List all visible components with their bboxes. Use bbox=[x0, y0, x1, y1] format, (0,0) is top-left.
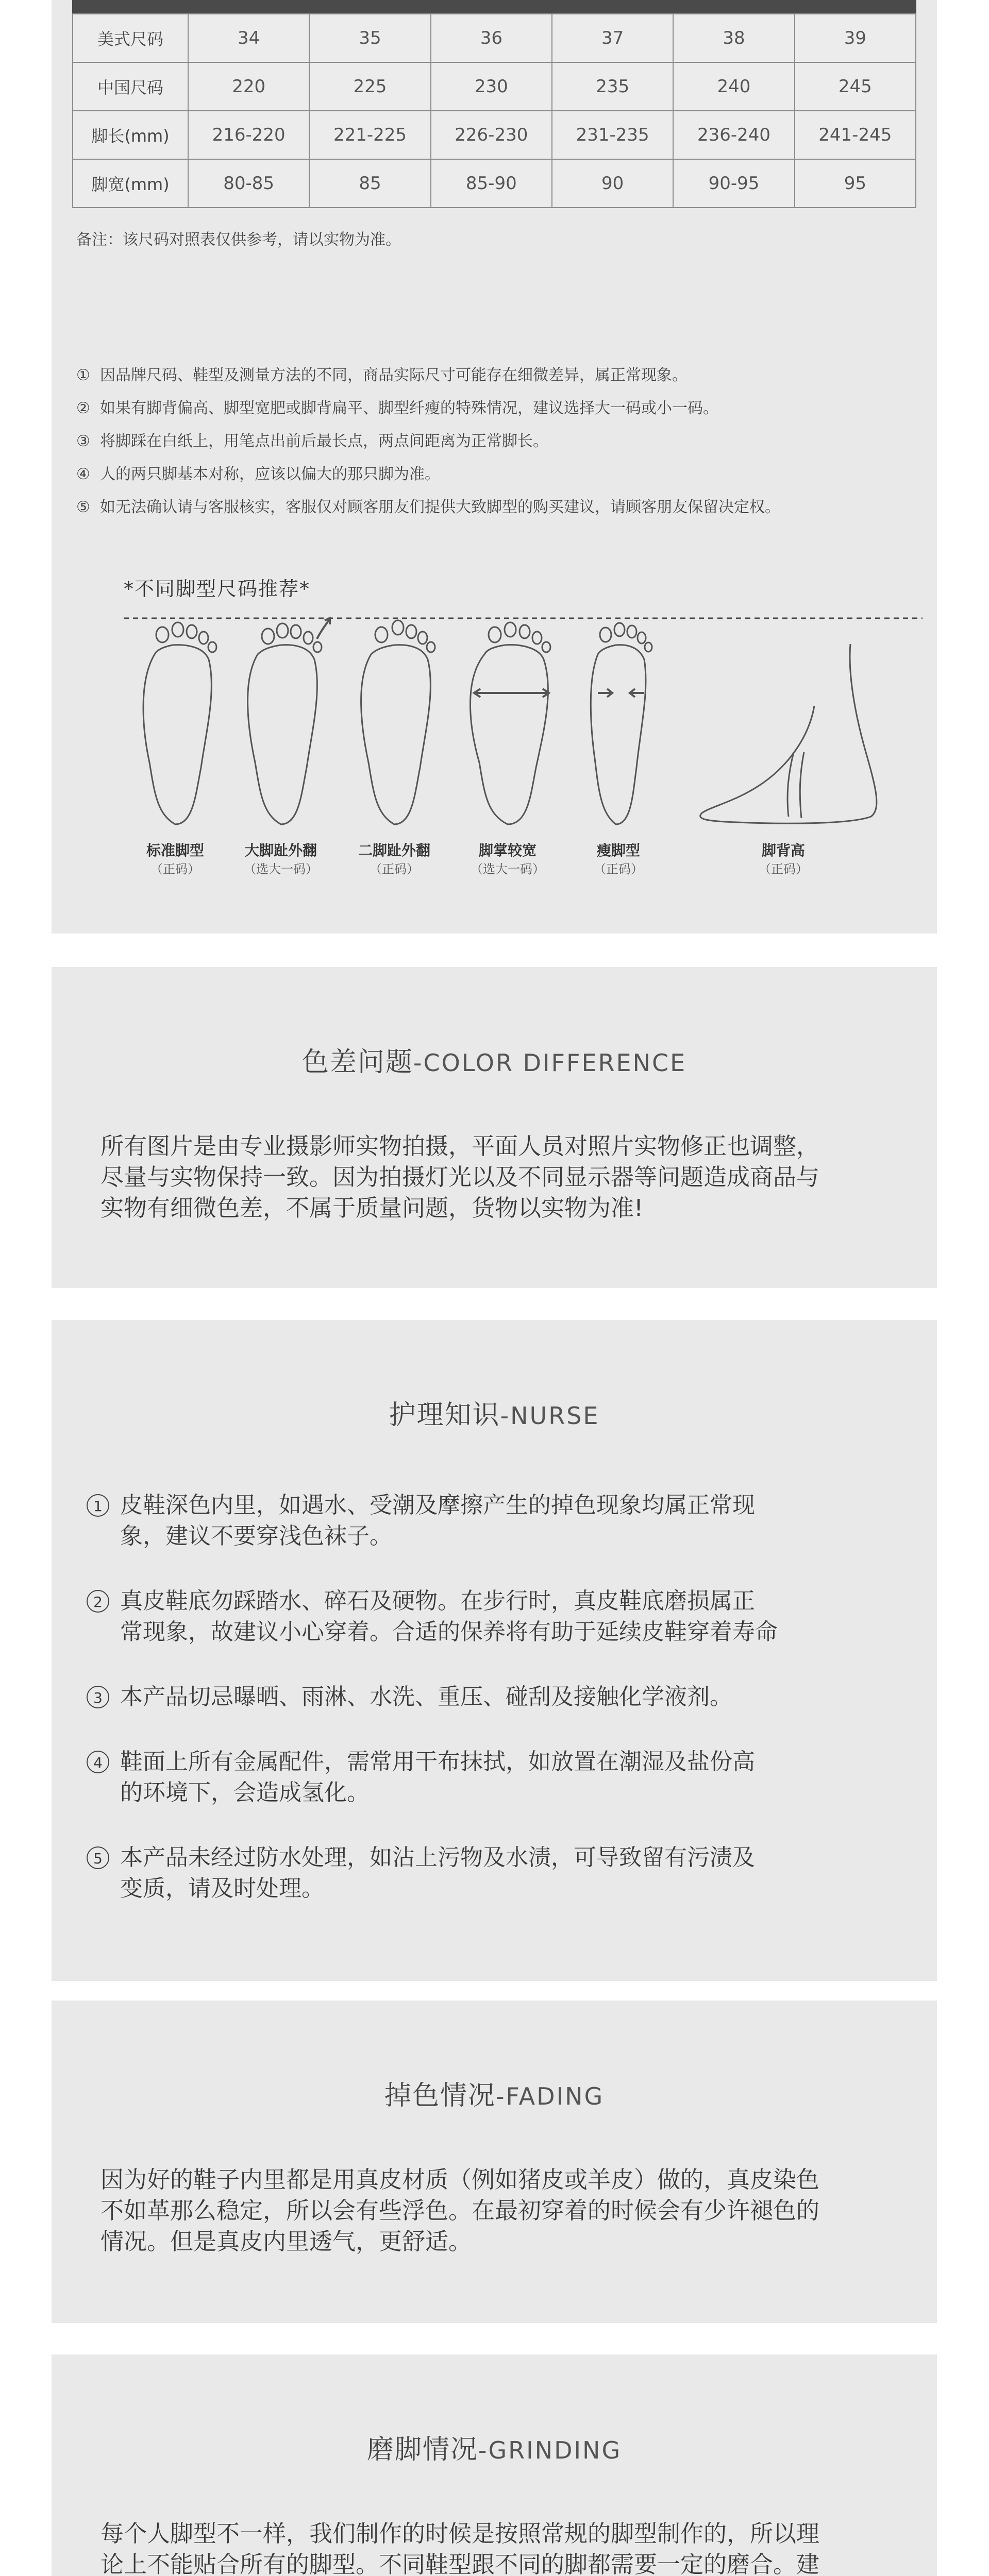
table-cell: 90 bbox=[552, 159, 673, 208]
text-line: 不如革那么稳定，所以会有些浮色。在最初穿着的时候会有少许褪色的 bbox=[100, 2197, 820, 2224]
row-header: 脚宽(mm) bbox=[73, 159, 188, 208]
list-item bbox=[87, 1586, 911, 1648]
foot-type-advice: （正码） bbox=[594, 862, 643, 876]
text-line: 鞋面上所有金属配件，需常用干布抹拭，如放置在潮湿及盐份高 bbox=[120, 1749, 755, 1775]
table-cell: 216-220 bbox=[188, 111, 309, 159]
text-line: 所有图片是由专业摄影师实物拍摄，平面人员对照片实物修正也调整， bbox=[100, 1132, 820, 1160]
nurse-section bbox=[52, 1320, 937, 1981]
title-cn: 掉色情况 bbox=[384, 2080, 496, 2111]
grinding-section bbox=[52, 2354, 937, 2576]
list-item bbox=[76, 392, 780, 425]
section-text bbox=[100, 2164, 894, 2257]
text-line: 实物有细微色差，不属于质量问题，货物以实物为准! bbox=[100, 1194, 644, 1222]
table-cell: 34 bbox=[188, 14, 309, 62]
list-item bbox=[87, 1747, 911, 1808]
table-row bbox=[73, 111, 916, 159]
table-cell: 80-85 bbox=[188, 159, 309, 208]
table-row bbox=[73, 14, 916, 62]
table-cell: 241-245 bbox=[795, 111, 916, 159]
table-row bbox=[73, 159, 916, 208]
wide-foot-icon bbox=[471, 622, 551, 824]
foot-type-label: 大脚趾外翻 bbox=[244, 842, 317, 859]
slim-foot-icon bbox=[591, 623, 652, 824]
tip-number: ⑤ bbox=[76, 498, 90, 516]
table-cell: 36 bbox=[431, 14, 552, 62]
title-cn: 护理知识 bbox=[389, 1400, 500, 1431]
list-item bbox=[87, 1842, 911, 1904]
title-en: -FADING bbox=[495, 2082, 605, 2110]
tip-text: 因品牌尺码、鞋型及测量方法的不同，商品实际尺寸可能存在细微差异，属正常现象。 bbox=[100, 366, 688, 384]
text-line: 象，建议不要穿浅色袜子。 bbox=[120, 1523, 392, 1549]
tip-number: ① bbox=[76, 366, 90, 384]
foot-type-label: 标准脚型 bbox=[146, 842, 205, 859]
list-item bbox=[76, 425, 780, 458]
list-item bbox=[87, 1490, 911, 1552]
foot-type-advice: （选大一码） bbox=[244, 862, 318, 876]
table-cell: 90-95 bbox=[673, 159, 794, 208]
table-cell: 235 bbox=[552, 62, 673, 111]
text-line: 皮鞋深色内里，如遇水、受潮及摩擦产生的掉色现象均属正常现 bbox=[120, 1492, 755, 1518]
table-cell: 236-240 bbox=[673, 111, 794, 159]
text-line: 本产品未经过防水处理，如沾上污物及水渍，可导致留有污渍及 bbox=[120, 1844, 755, 1871]
size-note: 备注：该尺码对照表仅供参考，请以实物为准。 bbox=[76, 231, 401, 249]
tip-number: ② bbox=[76, 399, 90, 417]
text-line: 常现象，故建议小心穿着。合适的保养将有助于延续皮鞋穿着寿命 bbox=[120, 1619, 778, 1645]
title-cn: 磨脚情况 bbox=[366, 2434, 478, 2465]
table-cell: 221-225 bbox=[309, 111, 430, 159]
section-title bbox=[52, 2428, 937, 2466]
size-tips-list bbox=[76, 359, 780, 524]
high-instep-foot-icon bbox=[700, 644, 877, 823]
foot-type-illustration bbox=[52, 598, 937, 886]
title-en: -GRINDING bbox=[478, 2436, 622, 2464]
tip-text: 人的两只脚基本对称，应该以偏大的那只脚为准。 bbox=[100, 465, 440, 483]
fading-section bbox=[52, 2001, 937, 2323]
text-line: 本产品切忌曝晒、雨淋、水洗、重压、碰刮及接触化学液剂。 bbox=[120, 1684, 732, 1710]
standard-foot-icon bbox=[143, 622, 216, 824]
text-line: 每个人脚型不一样，我们制作的时候是按照常规的脚型制作的，所以理 bbox=[100, 2520, 820, 2547]
table-cell: 85 bbox=[309, 159, 430, 208]
list-item bbox=[76, 491, 780, 524]
item-number: 1 bbox=[87, 1494, 109, 1517]
section-title bbox=[52, 1040, 937, 1079]
foot-type-advice: （正码） bbox=[759, 862, 808, 876]
text-line: 尽量与实物保持一致。因为拍摄灯光以及不同显示器等问题造成商品与 bbox=[100, 1163, 820, 1191]
section-title bbox=[52, 1393, 937, 1432]
title-cn: 色差问题 bbox=[301, 1047, 413, 1078]
item-number: 2 bbox=[87, 1590, 109, 1613]
tip-text: 将脚踩在白纸上，用笔点出前后最长点，两点间距离为正常脚长。 bbox=[100, 432, 548, 450]
table-cell: 220 bbox=[188, 62, 309, 111]
foot-type-title: *不同脚型尺码推荐* bbox=[124, 578, 311, 600]
table-cell: 38 bbox=[673, 14, 794, 62]
tip-number: ③ bbox=[76, 432, 90, 450]
table-cell: 231-235 bbox=[552, 111, 673, 159]
color-difference-section bbox=[52, 967, 937, 1288]
list-item bbox=[76, 458, 780, 491]
table-cell: 240 bbox=[673, 62, 794, 111]
foot-type-advice: （正码） bbox=[150, 862, 200, 876]
item-number: 3 bbox=[87, 1686, 109, 1708]
tip-text: 如无法确认请与客服核实，客服仅对顾客朋友们提供大致脚型的购买建议，请顾客朋友保留决定权。 bbox=[100, 498, 780, 516]
section-text bbox=[100, 2518, 894, 2576]
foot-type-label: 二脚趾外翻 bbox=[358, 842, 431, 859]
foot-type-label: 脚掌较宽 bbox=[478, 842, 537, 859]
table-cell: 85-90 bbox=[431, 159, 552, 208]
foot-type-advice: （选大一码） bbox=[471, 862, 545, 876]
nurse-list bbox=[87, 1490, 911, 1938]
text-line: 因为好的鞋子内里都是用真皮材质（例如猪皮或羊皮）做的，真皮染色 bbox=[100, 2166, 820, 2193]
tip-number: ④ bbox=[76, 465, 90, 483]
foot-type-label: 脚背高 bbox=[761, 842, 806, 859]
table-cell: 95 bbox=[795, 159, 916, 208]
row-header: 脚长(mm) bbox=[73, 111, 188, 159]
table-cell: 37 bbox=[552, 14, 673, 62]
table-cell: 245 bbox=[795, 62, 916, 111]
text-line: 论上不能贴合所有的脚型。不同鞋型跟不同的脚都需要一定的磨合。建 bbox=[100, 2551, 820, 2576]
second-toe-foot-icon bbox=[361, 620, 435, 824]
table-cell: 225 bbox=[309, 62, 430, 111]
table-cell: 39 bbox=[795, 14, 916, 62]
size-guide-panel bbox=[52, 0, 937, 934]
table-row bbox=[73, 62, 916, 111]
table-cell: 35 bbox=[309, 14, 430, 62]
item-number: 5 bbox=[87, 1846, 109, 1869]
size-table bbox=[72, 13, 916, 208]
foot-type-label: 瘦脚型 bbox=[596, 842, 641, 859]
table-cell: 230 bbox=[431, 62, 552, 111]
item-number: 4 bbox=[87, 1751, 109, 1773]
bunion-foot-icon bbox=[248, 618, 330, 824]
list-item bbox=[76, 359, 780, 392]
row-header: 美式尺码 bbox=[73, 14, 188, 62]
row-header: 中国尺码 bbox=[73, 62, 188, 111]
title-en: -COLOR DIFFERENCE bbox=[413, 1049, 687, 1077]
text-line: 情况。但是真皮内里透气，更舒适。 bbox=[100, 2228, 472, 2255]
text-line: 真皮鞋底勿踩踏水、碎石及硬物。在步行时，真皮鞋底磨损属正 bbox=[120, 1588, 755, 1614]
foot-type-advice: （正码） bbox=[370, 862, 419, 876]
text-line: 变质，请及时处理。 bbox=[120, 1875, 324, 1902]
list-item bbox=[87, 1682, 911, 1713]
tip-text: 如果有脚背偏高、脚型宽肥或脚背扁平、脚型纤瘦的特殊情况，建议选择大一码或小一码。 bbox=[100, 399, 718, 417]
table-top-bar bbox=[72, 0, 916, 13]
section-text bbox=[100, 1131, 894, 1224]
title-en: -NURSE bbox=[500, 1402, 600, 1430]
table-cell: 226-230 bbox=[431, 111, 552, 159]
text-line: 的环境下，会造成氢化。 bbox=[120, 1780, 370, 1806]
section-title bbox=[52, 2074, 937, 2112]
